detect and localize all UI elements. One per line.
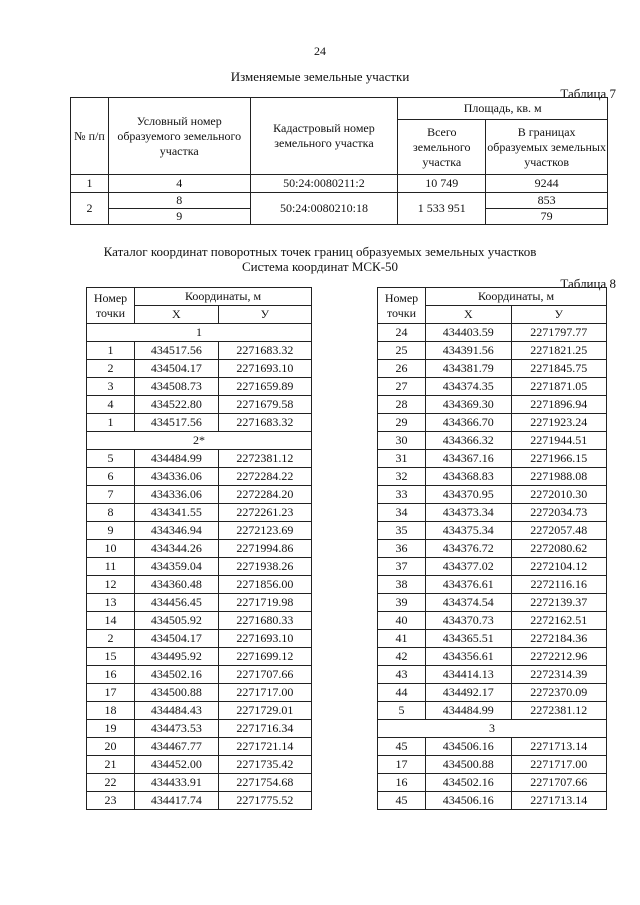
- point-number: 6: [87, 468, 135, 486]
- point-number: 25: [378, 342, 426, 360]
- coord-y: 2272370.09: [511, 684, 606, 702]
- section-label: 1: [87, 324, 312, 342]
- header-coords: Координаты, м: [135, 288, 312, 306]
- coord-y: 2271716.34: [218, 720, 311, 738]
- cell: 853: [486, 193, 608, 209]
- coord-x: 434370.95: [426, 486, 512, 504]
- coord-y: 2271775.52: [218, 792, 311, 810]
- coord-y: 2271988.08: [511, 468, 606, 486]
- table-row: [378, 756, 607, 774]
- header-total: Всего земельного участка: [398, 120, 486, 175]
- coord-x: 434346.94: [135, 522, 219, 540]
- coord-y: 2271683.32: [218, 414, 311, 432]
- coord-x: 434504.17: [135, 360, 219, 378]
- coord-x: 434433.91: [135, 774, 219, 792]
- coord-y: 2272184.36: [511, 630, 606, 648]
- cell: 79: [486, 209, 608, 225]
- cell: 4: [108, 175, 250, 193]
- table-row: [87, 594, 312, 612]
- coord-x: 434376.61: [426, 576, 512, 594]
- point-number: 37: [378, 558, 426, 576]
- point-number: 9: [87, 522, 135, 540]
- coord-y: 2272162.51: [511, 612, 606, 630]
- coord-y: 2271680.33: [218, 612, 311, 630]
- table-row: [87, 342, 312, 360]
- coord-y: 2271944.51: [511, 432, 606, 450]
- header-cond-number: Условный номер образуемого земельного участка: [108, 98, 250, 175]
- table-row: [378, 468, 607, 486]
- table-row: [87, 702, 312, 720]
- point-number: 40: [378, 612, 426, 630]
- point-number: 45: [378, 792, 426, 810]
- table-row: [87, 486, 312, 504]
- table-row: [378, 504, 607, 522]
- coord-x: 434403.59: [426, 324, 512, 342]
- coord-y: 2272010.30: [511, 486, 606, 504]
- coord-y: 2271707.66: [511, 774, 606, 792]
- coord-x: 434417.74: [135, 792, 219, 810]
- coord-y: 2272284.20: [218, 486, 311, 504]
- coord-y: 2271659.89: [218, 378, 311, 396]
- coord-y: 2271713.14: [511, 792, 606, 810]
- coord-x: 434500.88: [426, 756, 512, 774]
- point-number: 19: [87, 720, 135, 738]
- coord-y: 2272261.23: [218, 504, 311, 522]
- coord-x: 434484.43: [135, 702, 219, 720]
- point-number: 43: [378, 666, 426, 684]
- coord-y: 2271797.77: [511, 324, 606, 342]
- point-number: 2: [87, 630, 135, 648]
- coord-y: 2271871.05: [511, 378, 606, 396]
- table8-label: Таблица 8: [560, 276, 616, 291]
- coord-x: 434506.16: [426, 792, 512, 810]
- table7-label: Таблица 7: [560, 86, 616, 101]
- section-label: 2*: [87, 432, 312, 450]
- coord-x: 434374.35: [426, 378, 512, 396]
- table-row: [378, 594, 607, 612]
- table-row: [378, 792, 607, 810]
- point-number: 11: [87, 558, 135, 576]
- coord-y: 2271938.26: [218, 558, 311, 576]
- coord-x: 434484.99: [426, 702, 512, 720]
- table-row: [378, 702, 607, 720]
- coord-x: 434467.77: [135, 738, 219, 756]
- table-row: [71, 175, 608, 193]
- point-number: 24: [378, 324, 426, 342]
- table-row: [378, 540, 607, 558]
- point-number: 13: [87, 594, 135, 612]
- header-y: У: [511, 306, 606, 324]
- table-row: [378, 738, 607, 756]
- table-row: [87, 468, 312, 486]
- table7-title: Изменяемые земельные участки: [230, 69, 410, 84]
- coord-x: 434365.51: [426, 630, 512, 648]
- cell: 1 533 951: [398, 193, 486, 225]
- point-number: 14: [87, 612, 135, 630]
- point-number: 32: [378, 468, 426, 486]
- table-row: [378, 486, 607, 504]
- coord-x: 434336.06: [135, 486, 219, 504]
- coord-y: 2272116.16: [511, 576, 606, 594]
- coord-x: 434373.34: [426, 504, 512, 522]
- header-point: Номер точки: [87, 288, 135, 324]
- table-row: [378, 612, 607, 630]
- point-number: 10: [87, 540, 135, 558]
- coord-y: 2272284.22: [218, 468, 311, 486]
- catalog-title: Каталог координат поворотных точек границ образуемых земельных участков: [103, 244, 537, 259]
- coord-x: 434502.16: [426, 774, 512, 792]
- point-number: 22: [87, 774, 135, 792]
- table-row: [87, 720, 312, 738]
- table-row: [87, 756, 312, 774]
- coord-x: 434366.70: [426, 414, 512, 432]
- cell: 2: [71, 193, 109, 225]
- point-number: 21: [87, 756, 135, 774]
- coord-x: 434377.02: [426, 558, 512, 576]
- cell: 9: [108, 209, 250, 225]
- table-row: [71, 193, 608, 209]
- table-row: [378, 522, 607, 540]
- header-within: В границах образуемых земельных участков: [486, 120, 608, 175]
- point-number: 3: [87, 378, 135, 396]
- cell: 8: [108, 193, 250, 209]
- coord-x: 434522.80: [135, 396, 219, 414]
- coord-x: 434360.48: [135, 576, 219, 594]
- point-number: 8: [87, 504, 135, 522]
- coord-x: 434456.45: [135, 594, 219, 612]
- point-number: 1: [87, 342, 135, 360]
- coord-x: 434356.61: [426, 648, 512, 666]
- coord-x: 434517.56: [135, 414, 219, 432]
- coord-x: 434473.53: [135, 720, 219, 738]
- coord-x: 434381.79: [426, 360, 512, 378]
- table-row: [87, 378, 312, 396]
- point-number: 45: [378, 738, 426, 756]
- point-number: 38: [378, 576, 426, 594]
- point-number: 30: [378, 432, 426, 450]
- table-row: [378, 414, 607, 432]
- coord-x: 434374.54: [426, 594, 512, 612]
- point-number: 44: [378, 684, 426, 702]
- coord-y: 2271754.68: [218, 774, 311, 792]
- table-row: [87, 540, 312, 558]
- coord-y: 2271693.10: [218, 630, 311, 648]
- coord-x: 434484.99: [135, 450, 219, 468]
- coord-y: 2271856.00: [218, 576, 311, 594]
- table-row: [87, 522, 312, 540]
- header-coords: Координаты, м: [426, 288, 607, 306]
- coord-x: 434506.16: [426, 738, 512, 756]
- cell: 10 749: [398, 175, 486, 193]
- coord-x: 434367.16: [426, 450, 512, 468]
- coord-y: 2272139.37: [511, 594, 606, 612]
- header-point: Номер точки: [378, 288, 426, 324]
- table-row: [378, 360, 607, 378]
- point-number: 42: [378, 648, 426, 666]
- header-area: Площадь, кв. м: [398, 98, 608, 120]
- coord-x: 434368.83: [426, 468, 512, 486]
- coord-y: 2271735.42: [218, 756, 311, 774]
- coord-x: 434492.17: [426, 684, 512, 702]
- table-row: [87, 504, 312, 522]
- point-number: 35: [378, 522, 426, 540]
- table-row: [378, 684, 607, 702]
- coord-y: 2272104.12: [511, 558, 606, 576]
- coord-y: 2271713.14: [511, 738, 606, 756]
- coord-y: 2271699.12: [218, 648, 311, 666]
- cell: 1: [71, 175, 109, 193]
- coord-y: 2271721.14: [218, 738, 311, 756]
- coord-x: 434370.73: [426, 612, 512, 630]
- point-number: 18: [87, 702, 135, 720]
- header-x: Х: [426, 306, 512, 324]
- table-row: [87, 648, 312, 666]
- coord-y: 2271679.58: [218, 396, 311, 414]
- coord-y: 2271845.75: [511, 360, 606, 378]
- table-row: [378, 432, 607, 450]
- point-number: 15: [87, 648, 135, 666]
- coords-table-left: [86, 287, 312, 810]
- table-row: [87, 774, 312, 792]
- cell: 9244: [486, 175, 608, 193]
- coord-x: 434517.56: [135, 342, 219, 360]
- coord-x: 434336.06: [135, 468, 219, 486]
- point-number: 5: [378, 702, 426, 720]
- table-row: [378, 774, 607, 792]
- table-row: [378, 648, 607, 666]
- coord-y: 2271717.00: [511, 756, 606, 774]
- coord-x: 434495.92: [135, 648, 219, 666]
- coord-y: 2272123.69: [218, 522, 311, 540]
- table-row: [87, 414, 312, 432]
- table-row: [87, 738, 312, 756]
- point-number: 17: [378, 756, 426, 774]
- coord-y: 2272381.12: [511, 702, 606, 720]
- coord-x: 434369.30: [426, 396, 512, 414]
- coord-x: 434502.16: [135, 666, 219, 684]
- header-num: № п/п: [71, 98, 109, 175]
- table-row: [378, 558, 607, 576]
- section-row: [378, 720, 607, 738]
- coord-y: 2272080.62: [511, 540, 606, 558]
- point-number: 1: [87, 414, 135, 432]
- coord-y: 2271707.66: [218, 666, 311, 684]
- coord-x: 434376.72: [426, 540, 512, 558]
- point-number: 39: [378, 594, 426, 612]
- coord-y: 2272034.73: [511, 504, 606, 522]
- coord-y: 2271966.15: [511, 450, 606, 468]
- cell: 50:24:0080211:2: [250, 175, 398, 193]
- table-row: [87, 558, 312, 576]
- coords-table-right: [377, 287, 607, 810]
- point-number: 20: [87, 738, 135, 756]
- table-row: [378, 450, 607, 468]
- point-number: 27: [378, 378, 426, 396]
- coord-y: 2271729.01: [218, 702, 311, 720]
- page-number: 24: [314, 44, 326, 58]
- coord-y: 2272314.39: [511, 666, 606, 684]
- coord-y: 2271683.32: [218, 342, 311, 360]
- table-row: [87, 684, 312, 702]
- catalog-system: Система координат МСК-50: [241, 259, 399, 274]
- cell: 50:24:0080210:18: [250, 193, 398, 225]
- coord-x: 434344.26: [135, 540, 219, 558]
- table-row: [378, 630, 607, 648]
- section-label: 3: [378, 720, 607, 738]
- coord-y: 2271994.86: [218, 540, 311, 558]
- point-number: 16: [378, 774, 426, 792]
- point-number: 17: [87, 684, 135, 702]
- header-x: Х: [135, 306, 219, 324]
- header-cadastral: Кадастровый номер земельного участка: [250, 98, 398, 175]
- point-number: 41: [378, 630, 426, 648]
- table-row: [378, 378, 607, 396]
- point-number: 12: [87, 576, 135, 594]
- point-number: 5: [87, 450, 135, 468]
- section-row: [87, 432, 312, 450]
- point-number: 28: [378, 396, 426, 414]
- coord-y: 2272057.48: [511, 522, 606, 540]
- table-row: [378, 666, 607, 684]
- table-row: [378, 342, 607, 360]
- coord-x: 434375.34: [426, 522, 512, 540]
- table-row: [87, 612, 312, 630]
- coord-y: 2271923.24: [511, 414, 606, 432]
- coord-x: 434341.55: [135, 504, 219, 522]
- coord-y: 2271693.10: [218, 360, 311, 378]
- point-number: 36: [378, 540, 426, 558]
- point-number: 26: [378, 360, 426, 378]
- coord-y: 2271717.00: [218, 684, 311, 702]
- point-number: 2: [87, 360, 135, 378]
- coord-x: 434504.17: [135, 630, 219, 648]
- point-number: 7: [87, 486, 135, 504]
- coord-x: 434414.13: [426, 666, 512, 684]
- table-row: [378, 324, 607, 342]
- point-number: 23: [87, 792, 135, 810]
- table-row: [87, 396, 312, 414]
- table-row: [87, 792, 312, 810]
- coord-x: 434359.04: [135, 558, 219, 576]
- point-number: 4: [87, 396, 135, 414]
- section-row: [87, 324, 312, 342]
- table-row: [87, 576, 312, 594]
- coord-y: 2272212.96: [511, 648, 606, 666]
- coord-x: 434452.00: [135, 756, 219, 774]
- coord-y: 2271896.94: [511, 396, 606, 414]
- table-row: [378, 396, 607, 414]
- coord-x: 434391.56: [426, 342, 512, 360]
- header-y: У: [218, 306, 311, 324]
- point-number: 29: [378, 414, 426, 432]
- point-number: 33: [378, 486, 426, 504]
- table-row: [87, 450, 312, 468]
- coord-x: 434505.92: [135, 612, 219, 630]
- table-row: [87, 360, 312, 378]
- coord-y: 2272381.12: [218, 450, 311, 468]
- point-number: 16: [87, 666, 135, 684]
- point-number: 34: [378, 504, 426, 522]
- coord-x: 434500.88: [135, 684, 219, 702]
- table7: [70, 97, 608, 225]
- table-row: [87, 666, 312, 684]
- point-number: 31: [378, 450, 426, 468]
- coord-y: 2271821.25: [511, 342, 606, 360]
- coord-x: 434366.32: [426, 432, 512, 450]
- table-row: [87, 630, 312, 648]
- table-row: [378, 576, 607, 594]
- coord-y: 2271719.98: [218, 594, 311, 612]
- coord-x: 434508.73: [135, 378, 219, 396]
